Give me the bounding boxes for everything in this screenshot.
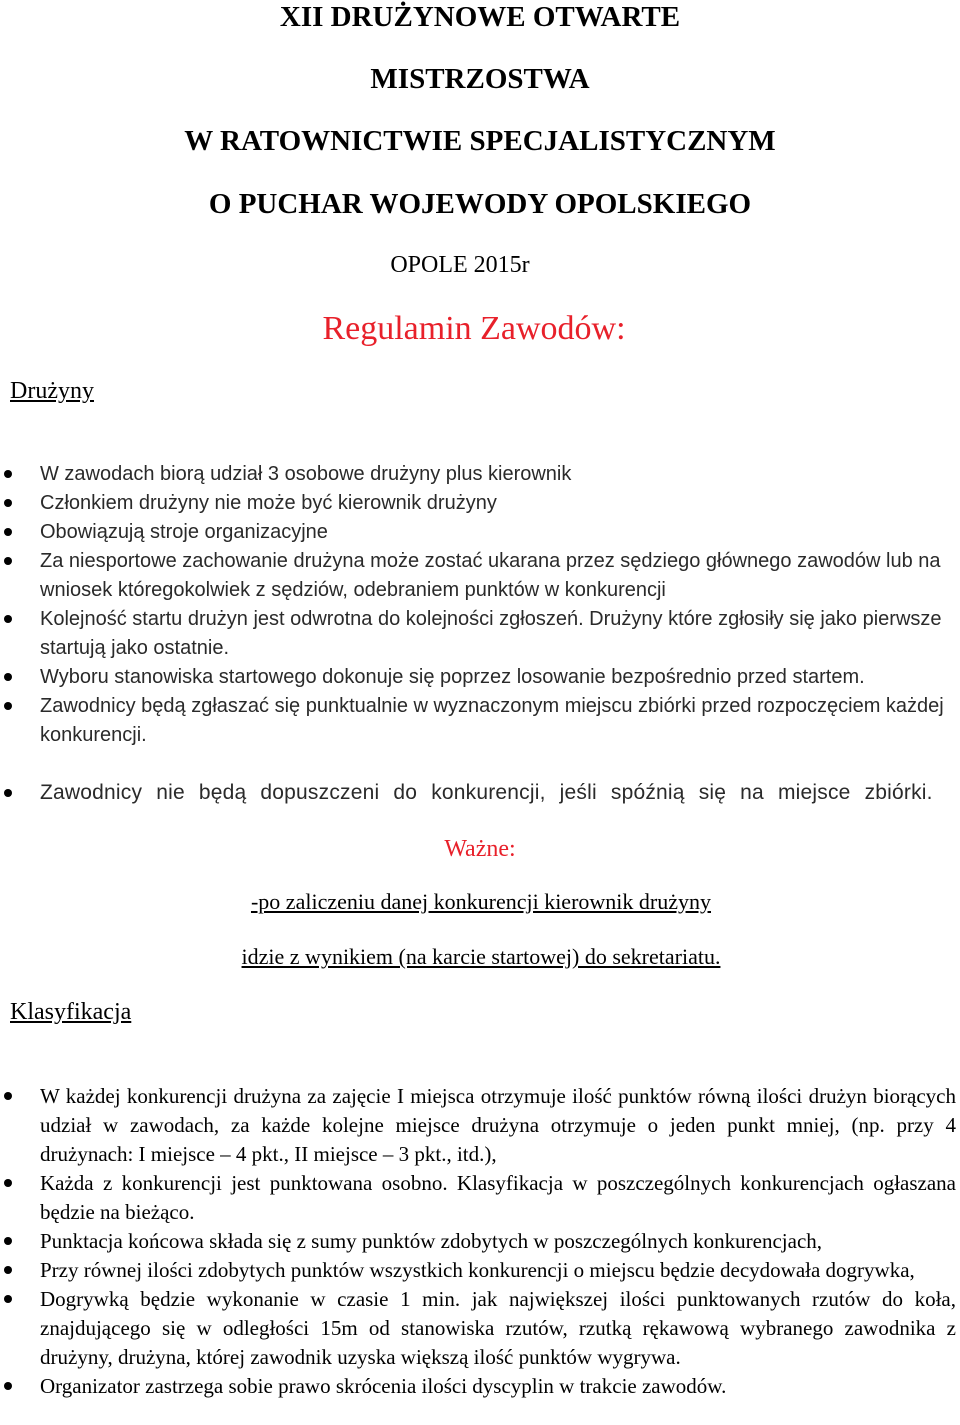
list-item: Za niesportowe zachowanie drużyna może zostać ukarana przez sędziego głównego zawodów lub na wniosek któregokolwiek z sędziów, odebraniem punktów w konkurencji bbox=[0, 547, 960, 605]
bullet-icon bbox=[4, 470, 12, 478]
list-item: Dogrywką będzie wykonanie w czasie 1 min. jak największej ilości punktowanych rzutów do koła, znajdującego się w odległości 15m od stanowiska rzutów, rzutką rękawową wybranego zawodnika z drużyny, drużyna, której zawodnik uzyska większą ilość punktów wygrywa. bbox=[0, 1285, 960, 1372]
bullet-icon bbox=[4, 1237, 12, 1245]
list-item: W zawodach biorą udział 3 osobowe drużyny plus kierownik bbox=[0, 460, 960, 489]
druzyny-heading: Drużyny bbox=[10, 378, 94, 404]
list-item: Każda z konkurencji jest punktowana osobno. Klasyfikacja w poszczególnych konkurencjach ogłaszana będzie na bieżąco. bbox=[0, 1169, 960, 1227]
title-line-3: W RATOWNICTWIE SPECJALISTYCZNYM bbox=[184, 125, 776, 157]
bullet-icon bbox=[4, 1092, 12, 1100]
list-item: Wyboru stanowiska startowego dokonuje się poprzez losowanie bezpośrednio przed startem. bbox=[0, 663, 960, 692]
list-item: Obowiązują stroje organizacyjne bbox=[0, 518, 960, 547]
klasyfikacja-list bbox=[0, 1082, 960, 1401]
list-item: W każdej konkurencji drużyna za zajęcie I miejsca otrzymuje ilość punktów równą ilości drużyn biorących udział w zawodach, za każde kolejne miejsce drużyna otrzymuje o jeden punkt mniej, (np. przy 4 drużynach: I miejsce – 4 pkt., II miejsce – 3 pkt., itd.), bbox=[0, 1082, 960, 1169]
list-item: Członkiem drużyny nie może być kierownik drużyny bbox=[0, 489, 960, 518]
list-item: Przy równej ilości zdobytych punktów wszystkich konkurencji o miejscu będzie decydowała dogrywka, bbox=[0, 1256, 960, 1285]
wazne-heading: Ważne: bbox=[444, 836, 516, 862]
klasyfikacja-heading: Klasyfikacja bbox=[10, 999, 132, 1025]
list-item: Punktacja końcowa składa się z sumy punktów zdobytych w poszczególnych konkurencjach, bbox=[0, 1227, 960, 1256]
bullet-icon bbox=[4, 557, 12, 565]
location-year: OPOLE 2015r bbox=[390, 252, 530, 278]
bullet-icon bbox=[4, 1179, 12, 1187]
bullet-icon bbox=[4, 528, 12, 536]
wazne-line-1: -po zaliczeniu danej konkurencji kierownik drużyny bbox=[250, 889, 711, 914]
bullet-icon bbox=[4, 1295, 12, 1303]
bullet-icon bbox=[4, 789, 12, 797]
list-item: Zawodnicy będą zgłaszać się punktualnie w wyznaczonym miejscu zbiórki przed rozpoczęciem każdej konkurencji. bbox=[0, 692, 960, 750]
regulamin-title: Regulamin Zawodów: bbox=[322, 310, 626, 347]
late-arrival-list bbox=[0, 778, 960, 808]
bullet-icon bbox=[4, 615, 12, 623]
list-item: Kolejność startu drużyn jest odwrotna do kolejności zgłoszeń. Drużyny które zgłosiły się jako pierwsze startują jako ostatnie. bbox=[0, 605, 960, 663]
list-item: Zawodnicy nie będą dopuszczeni do konkurencji, jeśli spóźnią się na miejsce zbiórki. bbox=[0, 778, 960, 808]
bullet-icon bbox=[4, 1382, 12, 1390]
bullet-icon bbox=[4, 702, 12, 710]
title-line-1: XII DRUŻYNOWE OTWARTE bbox=[279, 1, 681, 33]
title-line-4: O PUCHAR WOJEWODY OPOLSKIEGO bbox=[208, 188, 752, 220]
title-line-2: MISTRZOSTWA bbox=[370, 63, 590, 95]
bullet-icon bbox=[4, 673, 12, 681]
bullet-icon bbox=[4, 499, 12, 507]
list-item: Organizator zastrzega sobie prawo skrócenia ilości dyscyplin w trakcie zawodów. bbox=[0, 1372, 960, 1401]
bullet-icon bbox=[4, 1266, 12, 1274]
druzyny-list bbox=[0, 460, 960, 750]
wazne-line-2: idzie z wynikiem (na karcie startowej) do sekretariatu. bbox=[241, 944, 721, 969]
